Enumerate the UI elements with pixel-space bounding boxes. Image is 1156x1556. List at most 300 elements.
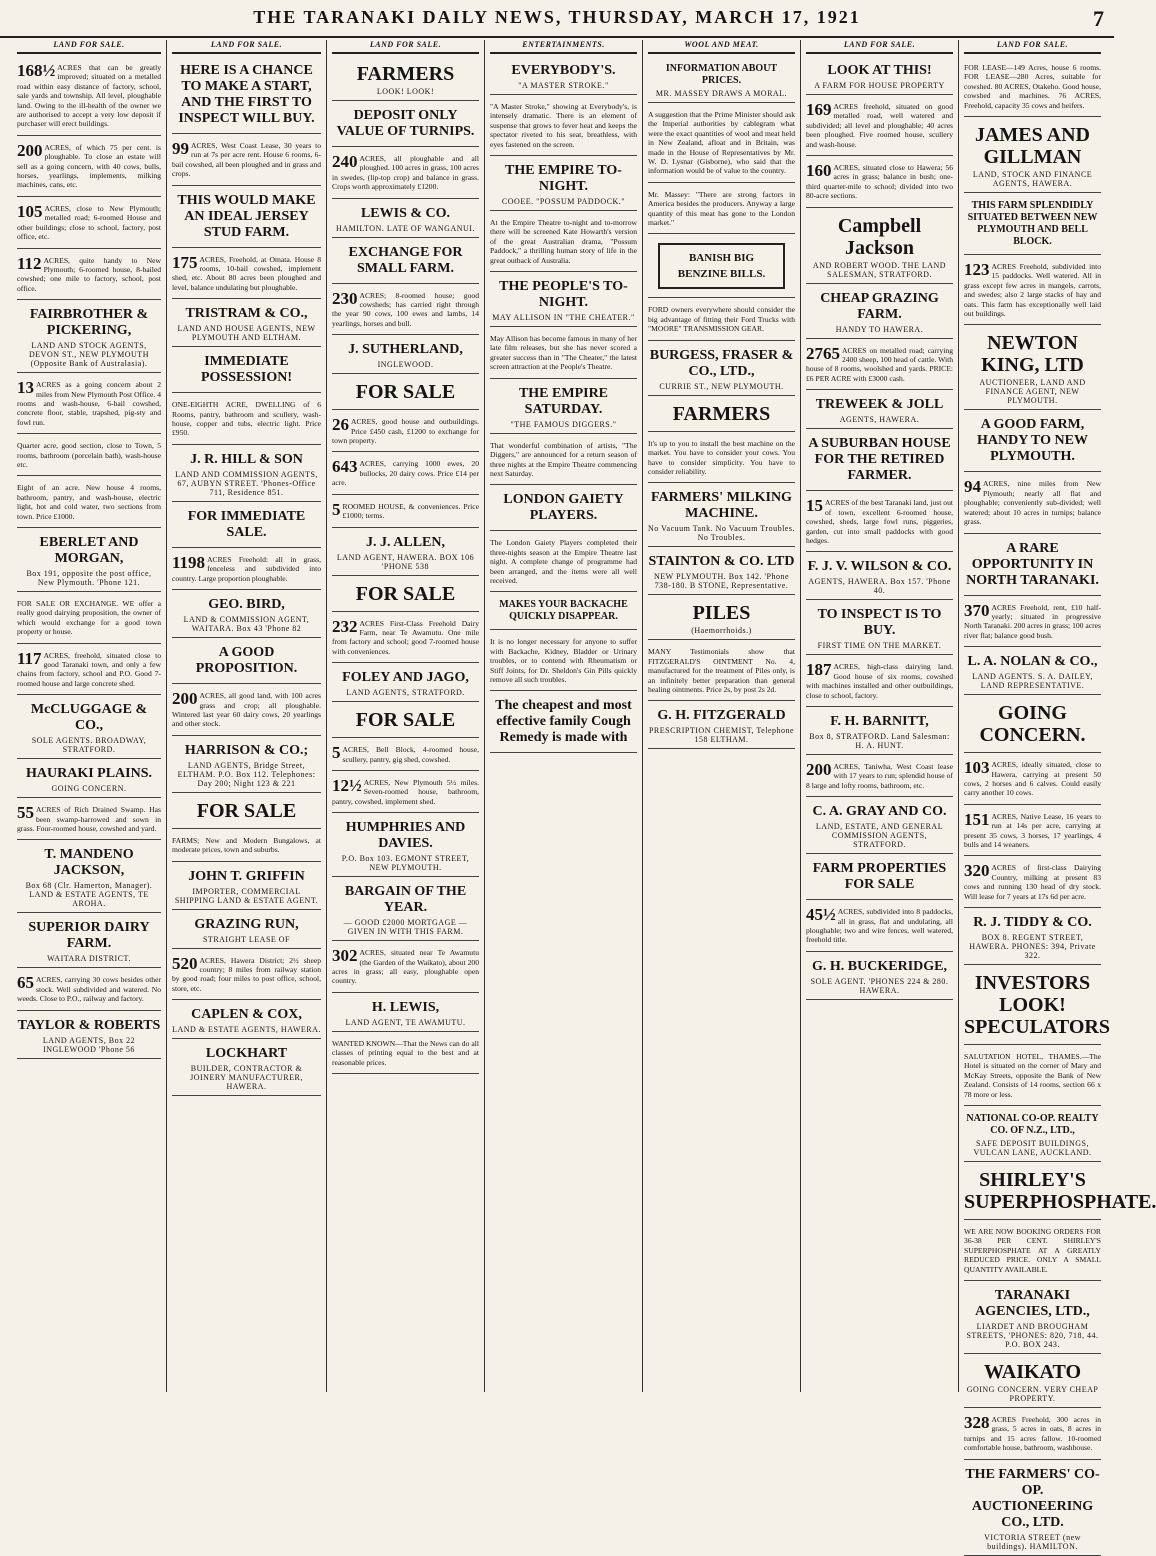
advertisement [172, 301, 321, 347]
ad-heading: NATIONAL CO-OP. REALTY CO. OF N.Z., LTD., [966, 1113, 1099, 1137]
ad-body-text: Quarter acre, good section, close to Town, 5 rooms, bathroom (porcelain bath), wash-house etc. [17, 441, 161, 469]
advertisement [806, 602, 953, 655]
advertisement [172, 831, 321, 862]
ad-heading: HAURAKI PLAINS. [25, 766, 152, 782]
acreage-figure: 520 [172, 953, 198, 973]
advertisement [332, 497, 479, 528]
advertisement [964, 536, 1101, 596]
ad-heading: J. SUTHERLAND, [348, 342, 463, 358]
ad-heading: THE FARMERS' CO-OP. AUCTIONEERING CO., LTD. [965, 1466, 1100, 1530]
advertisement [332, 454, 479, 494]
ad-subheading: LAND AGENTS, Box 22 INGLEWOOD 'Phone 56 [42, 1035, 136, 1054]
ad-heading: TRISTRAM & CO., [185, 306, 308, 322]
ad-body-text: 1198 ACRES Freehold: all in grass, fenceless and subdivided into country. Large proportion ploughable. [172, 552, 321, 583]
masthead [0, 0, 1114, 38]
ad-body-text: 643 ACRES, carrying 1000 ewes, 20 bullocks, 20 dairy cows. Price £14 per acre. [332, 457, 479, 488]
ad-heading: TAYLOR & ROBERTS [17, 1017, 161, 1033]
ad-heading: EBERLET AND MORGAN, [39, 535, 139, 566]
ad-subheading: HAMILTON. LATE OF WANGANUI. [336, 223, 475, 233]
advertisement [17, 970, 161, 1010]
ad-subheading: LAND AND COMMISSION AGENTS, 67, AUBYN STREET. 'Phones-Office 711, Residence 851. [175, 469, 318, 497]
column-header: LAND FOR SALE. [172, 40, 321, 54]
advertisement [17, 436, 161, 476]
ad-heading: TARANAKI AGENCIES, LTD., [975, 1288, 1090, 1320]
ad-body-text: 5 ACRES, Bell Block, 4-roomed house, scullery, pantry, gig shed, cowshed. [332, 743, 479, 764]
advertisement [172, 504, 321, 548]
ad-subheading: (Haemorrhoids.) [691, 626, 752, 636]
advertisement [172, 349, 321, 393]
ad-subheading: LAND AGENT, TE AWAMUTU. [345, 1017, 466, 1027]
ad-heading: F. H. BARNITT, [830, 713, 929, 729]
ad-heading: GEO. BIRD, [208, 597, 285, 613]
ad-body-text: 103 ACRES, ideally situated, close to Hawera, carrying at present 50 cows, 2 horses and 6 calves. Could easily carry another 10 cows. [964, 758, 1101, 798]
acreage-figure: 13 [17, 378, 34, 398]
page-number: 7 [1093, 6, 1104, 31]
column-3 [327, 40, 485, 1392]
ad-body-text: A suggestion that the Prime Minister should ask the Imperial authorities by cablegram what were the exact quantities of wool and meat held in New Zealand, afloat and in Britain, was made in the House of Representatives by Mr. W. D. Lysnar (Gisborne), who said that the information would be of value to the country. [648, 110, 795, 176]
masthead-title: THE TARANAKI DAILY NEWS, THURSDAY, MARCH 17, 1921 [253, 7, 861, 27]
ad-body-text: 200 ACRES, of which 75 per cent. is ploughable. To close an estate will sell as a going concern, with 40 cows, bulls, horses, yearlings, implements, milking machines, cans, etc. [17, 140, 161, 190]
advertisement [332, 240, 479, 284]
ad-heading: JAMES AND GILLMAN [974, 124, 1090, 169]
ad-subheading: AUCTIONEER, LAND AND FINANCE AGENT, NEW PLYMOUTH. [979, 378, 1086, 406]
ad-heading: STAINTON & CO. LTD [648, 554, 795, 570]
ad-subheading: GOING CONCERN. [51, 784, 127, 794]
ad-subheading: LAND AND STOCK AGENTS, DEVON ST., NEW PLYMOUTH (Opposite Bank of Australasia). [29, 341, 149, 369]
ad-heading: The cheapest and most effective family Cough Remedy is made with [495, 698, 632, 746]
ad-body-text: Eight of an acre. New house 4 rooms, bathroom, pantry, and wash-house, electric light, hot and cold water, two sections from town. Price £1000. [17, 483, 161, 521]
advertisement [964, 195, 1101, 255]
advertisement [806, 392, 953, 429]
ad-body-text: 160 ACRES, situated close to Hawera; 56 acres in grass; balance in bush; one-third quarter-mile to school; divided into two 80-acre sections. [806, 161, 953, 201]
advertisement [806, 657, 953, 707]
ad-heading: A SUBURBAN HOUSE FOR THE RETIRED FARMER. [808, 436, 951, 484]
acreage-figure: 232 [332, 616, 358, 636]
advertisement [17, 251, 161, 301]
ad-heading: G. H. BUCKERIDGE, [812, 958, 947, 974]
advertisement [806, 158, 953, 208]
ad-subheading: AGENTS, HAWERA. [839, 415, 920, 425]
acreage-figure: 2765 [806, 343, 840, 363]
advertisement [964, 967, 1110, 1045]
ad-body-text: FARMS; New and Modern Bungalows, at moderate prices, town and suburbs. [172, 835, 321, 855]
ad-subheading: LOOK! LOOK! [376, 87, 435, 96]
ad-subheading: IMPORTER, COMMERCIAL SHIPPING LAND & ESTATE AGENT. [174, 886, 319, 905]
ad-subheading: LAND AGENTS, Bridge Street, ELTHAM. P.O. Box 112. Telephones: Day 200; Night 123 & 221 [177, 760, 316, 788]
advertisement [964, 1283, 1101, 1354]
advertisement [806, 97, 953, 156]
ad-heading: CHEAP GRAZING FARM. [820, 290, 939, 322]
ad-heading: PILES [692, 602, 751, 625]
advertisement [964, 1108, 1101, 1162]
ad-heading: G. H. FITZGERALD [657, 708, 786, 724]
acreage-figure: 12½ [332, 775, 362, 795]
ad-subheading: SOLE AGENTS. BROADWAY, STRATFORD. [31, 736, 147, 755]
advertisement [332, 1034, 479, 1074]
advertisement [964, 697, 1101, 753]
ad-body-text: Mr. Massey: "There are strong factors in America besides the producers. Anyway a large quantity of this meat has gone to the London market." [648, 189, 795, 228]
ad-subheading: NEW PLYMOUTH. Box 142. 'Phone 738-180. B STONE, Representative. [654, 572, 789, 591]
advertisement [490, 158, 637, 211]
ad-subheading: WAITARA DISTRICT. [47, 954, 131, 964]
advertisement [964, 412, 1101, 472]
ad-body-text: That wonderful combination of artists, "The Diggers," are announced for a return season of three nights at the Empire Theatre commencing next Saturday. [490, 440, 637, 478]
acreage-figure: 240 [332, 152, 358, 171]
ad-subheading: MR. MASSEY DRAWS A MORAL. [655, 89, 788, 98]
acreage-figure: 117 [17, 648, 42, 668]
advertisement [332, 704, 479, 738]
advertisement [332, 665, 479, 702]
advertisement [332, 201, 479, 238]
advertisement [17, 761, 161, 798]
acreage-figure: 328 [964, 1413, 990, 1433]
ad-heading: LOCKHART [205, 1046, 288, 1062]
ad-heading: J. J. ALLEN, [366, 534, 445, 550]
advertisement [648, 549, 795, 595]
advertisement [964, 910, 1101, 965]
acreage-figure: 15 [806, 496, 823, 516]
ad-heading: F. J. V. WILSON & CO. [807, 559, 952, 575]
advertisement [172, 447, 321, 502]
advertisement [172, 795, 321, 829]
advertisement [172, 250, 321, 300]
ad-heading: EXCHANGE FOR SMALL FARM. [348, 244, 463, 276]
ad-heading: SUPERIOR DAIRY FARM. [28, 920, 150, 952]
advertisement [490, 58, 637, 95]
ad-body-text: 94 ACRES, nine miles from New Plymouth; nearly all flat and ploughable; conveniently sub-divided; well watered; about 10 acres in turnips; balance grass. [964, 477, 1101, 527]
ad-heading: McCLUGGAGE & CO., [30, 702, 148, 734]
ad-subheading: HANDY TO HAWERA. [835, 324, 924, 334]
ad-heading: FAIRBROTHER & PICKERING, [29, 307, 149, 339]
advertisement [17, 530, 161, 592]
advertisement [17, 58, 161, 136]
advertisement [172, 188, 321, 248]
ad-body-text: 2765 ACRES on metalled road; carrying 2400 sheep, 100 head of cattle. With house of 8 rooms, woolshed and yards. PRICE: £6 PER ACRE with £3000 cash. [806, 343, 953, 383]
advertisement [964, 1047, 1101, 1106]
ad-heading: THE EMPIRE TO-NIGHT. [505, 163, 622, 195]
ad-body-text: ONE-EIGHTH ACRE, DWELLING of 6 Rooms, pantry, bathroom and scullery, wash-house, copper and tubs, electric light. Price £950. [172, 400, 321, 438]
ad-body-text: WANTED KNOWN—That the News can do all classes of printing equal to the best and at reasonable prices. [332, 1038, 479, 1067]
advertisement [490, 381, 637, 434]
ad-body-text: 200 ACRES, Taniwha, West Coast lease with 17 years to run; splendid house of 8 large and lofty rooms, bathroom, etc. [806, 759, 953, 790]
advertisement [648, 58, 795, 103]
ad-body-text: 55 ACRES of Rich Drained Swamp. Has been swamp-harrowed and sown in grass. Four-roomed house, cowshed and yard. [17, 803, 161, 834]
ad-body-text: 45½ ACRES, subdivided into 8 paddocks, all in grass, flat and undulating, all ploughable; two and wire fences, well watered, freehold title. [806, 905, 953, 945]
advertisement [172, 136, 321, 186]
ad-subheading: AND ROBERT WOOD. THE LAND SALESMAN, STRATFORD. [812, 260, 947, 279]
ad-body-text: 230 ACRES; 8-roomed house; good cowsheds; has carried right through the year 90 cows, 100 ewes and lambs, 14 yearlings, horses and bull. [332, 288, 479, 328]
ad-heading: NEWTON KING, LTD [981, 332, 1084, 377]
advertisement [332, 879, 479, 941]
advertisement [17, 1013, 161, 1059]
ad-heading: FARMERS [356, 63, 455, 85]
advertisement [490, 693, 637, 753]
advertisement [332, 149, 479, 199]
advertisement [806, 902, 953, 952]
ad-subheading: GOING CONCERN. VERY CHEAP PROPERTY. [966, 1385, 1099, 1404]
advertisement [648, 185, 795, 235]
ad-subheading: CURRIE ST., NEW PLYMOUTH. [659, 381, 784, 391]
ad-heading: THE PEOPLE'S TO-NIGHT. [499, 279, 628, 311]
advertisement [964, 649, 1101, 695]
ad-heading: FARMERS [672, 402, 771, 425]
advertisement [648, 236, 795, 298]
ad-heading: FOLEY AND JAGO, [342, 670, 469, 686]
advertisement [17, 302, 161, 373]
ad-body-text: 117 ACRES, freehold, situated close to good Taranaki town, and only a few chains from factory, school and P.O. Good 7-roomed house and large concrete shed. [17, 648, 161, 688]
column-header: ENTERTAINMENTS. [490, 40, 637, 54]
acreage-figure: 200 [172, 689, 198, 709]
advertisement [964, 755, 1101, 805]
advertisement [648, 398, 795, 432]
ad-heading: Campbell Jackson [837, 214, 922, 259]
advertisement [806, 799, 953, 854]
ad-body-text: 328 ACRES Freehold, 300 acres in grass, 5 acres in oats, 8 acres in turnips and 15 acres fallow. 10-roomed comfortable house, bathroom, washhouse. [964, 1413, 1101, 1453]
ad-heading: EVERYBODY'S. [511, 63, 616, 78]
column-2 [167, 40, 327, 1392]
advertisement [172, 1041, 321, 1096]
ad-subheading: Box 68 (Clr. Hamerton, Manager). LAND & ESTATE AGENTS, TE AROHA. [25, 881, 153, 909]
advertisement [806, 431, 953, 491]
ad-heading: BURGESS, FRASER & CO., LTD., [649, 347, 794, 379]
ad-heading: GOING CONCERN. [979, 702, 1086, 747]
ad-subheading: BUILDER, CONTRACTOR & JOINERY MANUFACTURER, HAWERA. [190, 1064, 303, 1092]
ad-heading: R. J. TIDDY & CO. [973, 915, 1092, 930]
advertisement [332, 286, 479, 336]
ad-heading: WAIKATO [983, 1361, 1082, 1384]
ad-subheading: SOLE AGENT. 'PHONES 224 & 280. HAWERA. [810, 976, 949, 995]
ad-heading: FOR SALE [355, 582, 456, 605]
advertisement [332, 103, 479, 147]
ad-body-text: 112 ACRES, quite handy to New Plymouth; 6-roomed house, 8-bailed cowshed; one mile to factory, school, post office. [17, 253, 161, 293]
ad-subheading: BOX 8. REGENT STREET, HAWERA. PHONES: 394, Private 322. [969, 933, 1096, 960]
acreage-figure: 26 [332, 415, 349, 435]
advertisement [964, 1164, 1156, 1220]
ad-body-text: May Allison has become famous in many of her late film releases, but she has never scored a greater success than in "The Cheater," the latest screen attraction at the People's Theatre. [490, 334, 637, 372]
advertisement [964, 1410, 1101, 1460]
ad-subheading: STRAIGHT LEASE OF [202, 934, 291, 944]
advertisement [648, 642, 795, 701]
advertisement [964, 807, 1101, 857]
advertisement [172, 1002, 321, 1039]
ad-subheading: LAND AGENT, HAWERA. BOX 106 'PHONE 538 [336, 552, 475, 571]
ad-subheading: Box 191, opposite the post office, New Plymouth. 'Phone 121. [26, 569, 152, 587]
ad-heading: J. R. HILL & SON [190, 451, 303, 467]
advertisement [964, 1462, 1101, 1556]
ad-heading: L. A. NOLAN & CO., [967, 654, 1098, 670]
acreage-figure: 230 [332, 288, 358, 308]
advertisement [490, 329, 637, 379]
acreage-figure: 105 [17, 201, 43, 221]
advertisement [17, 646, 161, 696]
advertisement [490, 632, 637, 691]
advertisement [806, 493, 953, 552]
advertisement [806, 757, 953, 797]
ad-subheading: No Vacuum Tank. No Vacuum Troubles. No Troubles. [648, 524, 795, 543]
ad-subheading: LAND AGENTS. S. A. DAILEY, LAND REPRESENTATIVE. [972, 672, 1093, 691]
advertisement [648, 343, 795, 396]
ad-heading: LEWIS & CO. [360, 205, 451, 221]
acreage-figure: 168½ [17, 61, 56, 80]
ad-body-text: FORD owners everywhere should consider the big advantage of fitting their Ford Trucks with "MOORE" TRANSMISSION GEAR. [648, 305, 795, 334]
ad-body-text: 370 ACRES Freehold, rent, £10 half-yearly; situated in progressive North Taranaki. 200 acres in grass; 100 acres river flat; balance good bush. [964, 600, 1101, 640]
acreage-figure: 123 [964, 260, 990, 280]
advertisement [964, 1356, 1101, 1408]
ad-heading: SHIRLEY'S SUPERPHOSPHATE. [964, 1169, 1156, 1214]
ad-subheading: LAND, STOCK AND FINANCE AGENTS, HAWERA. [972, 170, 1093, 189]
ad-body-text: 26 ACRES, good house and outbuildings. Price £450 cash, £1200 to exchange for town property. [332, 415, 479, 446]
ad-body-text: 200 ACRES, all good land, with 100 acres grass and crop; all ploughable. Wintered last year 60 dairy cows, 20 yearlings and other stock. [172, 689, 321, 729]
advertisement [964, 598, 1101, 648]
column-header: WOOL AND MEAT. [648, 40, 795, 54]
acreage-figure: 160 [806, 161, 832, 181]
column-1 [12, 40, 167, 1392]
advertisement [172, 58, 321, 134]
acreage-figure: 1198 [172, 552, 206, 572]
ad-body-text: "A Master Stroke," showing at Everybody's, is intensely dramatic. There is an element of suspense that grows to fever heat and keeps the spectator riveted to his seat, breathless, with eyes fastened on the screen. [490, 102, 637, 149]
ad-body-text: 187 ACRES, high-class dairying land. Good house of six rooms, cowshed with machines installed and other outbuildings, close to school, factory. [806, 660, 953, 700]
advertisement [17, 478, 161, 528]
acreage-figure: 5 [332, 499, 341, 519]
ad-heading: GRAZING RUN, [194, 916, 299, 932]
advertisement [17, 842, 161, 913]
advertisement [332, 530, 479, 576]
advertisement [17, 199, 161, 249]
advertisement [172, 686, 321, 736]
acreage-figure: 370 [964, 600, 990, 620]
advertisement [172, 395, 321, 445]
ad-body-text: 168½ ACRES that can be greatly improved; situated on a metalled road within easy distance of factory, school, sale yards and township. All level, ploughable land. Owing to the ill-health of the owner we are authorised to accept a very low deposit if purchaser will erect buildings. [17, 61, 161, 129]
advertisement [332, 337, 479, 374]
ad-heading: INFORMATION ABOUT PRICES. [665, 63, 778, 86]
advertisement [648, 300, 795, 340]
ad-body-text: 175 ACRES, Freehold, at Omata. House 8 rooms, 10-bail cowshed, implement shed, etc. About 80 acres been ploughed and level, balance undulating but ploughable. [172, 252, 321, 292]
acreage-figure: 151 [964, 809, 990, 829]
ad-subheading: AGENTS, HAWERA. Box 157. 'Phone 40. [808, 577, 951, 596]
advertisement [332, 412, 479, 452]
ad-body-text: 302 ACRES, situated near Te Awamutu (the Garden of the Waikato), about 200 acres in grass; all easy, ploughable open country. [332, 946, 479, 986]
ad-heading: A RARE OPPORTUNITY IN NORTH TARANAKI. [966, 540, 1099, 588]
ad-heading: HERE IS A CHANCE TO MAKE A START, AND THE FIRST TO INSPECT WILL BUY. [178, 63, 315, 126]
advertisement [648, 105, 795, 183]
acreage-figure: 45½ [806, 905, 836, 925]
ad-heading: FARM PROPERTIES FOR SALE [812, 861, 947, 893]
ad-subheading: COOEE. "POSSUM PADDOCK." [501, 197, 626, 207]
ad-body-text: 13 ACRES as a going concern about 2 miles from New Plymouth Post Office. 4 rooms and wash-house, 6-bail cowshed, concrete floor, stable, trapshed, pig-sty and fowl run. [17, 378, 161, 427]
ad-heading: HUMPHRIES AND DAVIES. [345, 820, 466, 852]
advertisement [806, 554, 953, 600]
ad-heading: LOOK AT THIS! [827, 63, 932, 78]
ad-heading: FOR IMMEDIATE SALE. [187, 508, 306, 540]
boxed-ad [658, 243, 785, 289]
ad-subheading: — GOOD £2000 MORTGAGE — GIVEN IN WITH THIS FARM. [343, 918, 468, 937]
ad-heading: T. MANDENO JACKSON, [44, 847, 134, 879]
ad-heading: THIS WOULD MAKE AN IDEAL JERSEY STUD FARM. [177, 192, 316, 240]
advertisement [964, 1222, 1101, 1281]
ad-heading: CAPLEN & COX, [191, 1007, 302, 1023]
advertisement [332, 614, 479, 664]
ad-body-text: FOR LEASE—149 Acres, house 6 rooms. FOR LEASE—280 Acres, suitable for cowshed. 80 ACRES, Otakeho. Good house, cowshed and machines. 76 ACRES, Freehold, capacity 35 cows and heifers. [964, 63, 1101, 110]
ad-body-text: 240 ACRES, all ploughable and all ploughed. 100 acres in grass, 100 acres in swedes, (lip-top crop) and balance in grass. Crops worth approximately £1200. [332, 152, 479, 192]
acreage-figure: 200 [806, 759, 832, 779]
acreage-figure: 320 [964, 861, 990, 881]
acreage-figure: 200 [17, 140, 43, 160]
ad-subheading: MAY ALLISON IN "THE CHEATER." [492, 313, 635, 323]
acreage-figure: 302 [332, 946, 358, 966]
ad-heading: BANISH BIG BENZINE BILLS. [677, 252, 766, 281]
advertisement [17, 915, 161, 968]
ad-heading: HARRISON & CO.; [184, 742, 309, 758]
column-header: LAND FOR SALE. [964, 40, 1101, 54]
advertisement [964, 119, 1101, 193]
ad-body-text: 99 ACRES, West Coast Lease, 30 years to run at 7s per acre rent. House 6 rooms, 6-bail cowshed, all been ploughed and in grass and crops. [172, 139, 321, 179]
ad-heading: FOR SALE [355, 709, 456, 732]
ad-subheading: "A MASTER STROKE." [518, 81, 609, 90]
advertisement [806, 210, 953, 284]
ad-body-text: 15 ACRES of the best Taranaki land, just out of town, excellent 6-roomed house, cowshed, sheds, large fowl runs, piggeries, garden, cut into small paddocks with good hedges. [806, 496, 953, 545]
ad-heading: H. LEWIS, [371, 999, 440, 1015]
ad-heading: A GOOD FARM, HANDY TO NEW PLYMOUTH. [977, 417, 1088, 465]
ad-body-text: WE ARE NOW BOOKING ORDERS FOR 36-38 PER CENT. SHIRLEY'S SUPERPHOSPHATE AT A GREATLY REDUCED PRICE. ONLY A SMALL QUANTITY AVAILABLE. [964, 1227, 1101, 1274]
ad-body-text: At the Empire Theatre to-night and to-morrow there will be screened Kate Howarth's version of the great Australian drama, "Possum Paddock," a thrilling human story of life in the great outback of Australia. [490, 218, 637, 265]
advertisement [648, 485, 795, 547]
ad-subheading: LAND & COMMISSION AGENT, WAITARA. Box 43 'Phone 82 [183, 615, 310, 634]
ad-subheading: FIRST TIME ON THE MARKET. [817, 641, 942, 651]
column-7 [959, 40, 1156, 1551]
advertisement [648, 597, 795, 640]
ad-heading: THE EMPIRE SATURDAY. [518, 385, 609, 417]
ad-body-text: 12½ ACRES, New Plymouth 5½ miles. Seven-roomed house, bathroom, pantry, cowshed, implement shed. [332, 775, 479, 806]
advertisement [332, 995, 479, 1032]
ad-heading: MAKES YOUR BACKACHE QUICKLY DISAPPEAR. [499, 599, 628, 623]
acreage-figure: 94 [964, 477, 981, 497]
ad-subheading: P.O. Box 103. EGMONT STREET, NEW PLYMOUTH. [341, 854, 470, 873]
ad-body-text: It is no longer necessary for anyone to suffer with Backache, Kidney, Bladder or Urinary troubles, or to contend with Rheumatism or Stiff Joints, for Dr. Sheldon's Gin Pills quickly remove all such troubles. [490, 637, 637, 684]
advertisement [490, 533, 637, 592]
ad-heading: THIS FARM SPLENDIDLY SITUATED BETWEEN NEW PLYMOUTH AND BELL BLOCK. [967, 200, 1098, 248]
ad-heading: FOR SALE [196, 799, 297, 822]
ad-heading: TO INSPECT IS TO BUY. [817, 607, 942, 639]
advertisement [648, 434, 795, 484]
ad-body-text: 320 ACRES of first-class Dairying Country, milking at present 83 cows and running 130 head of dry stock. Will lease for 7 years at 17s 6d per acre. [964, 861, 1101, 901]
ad-subheading: SAFE DEPOSIT BUILDINGS, VULCAN LANE, AUCKLAND. [973, 1139, 1092, 1158]
advertisement [964, 257, 1101, 325]
advertisement [17, 138, 161, 197]
advertisement [806, 58, 953, 95]
advertisement [17, 594, 161, 644]
advertisement [806, 341, 953, 391]
advertisement [332, 943, 479, 993]
ad-subheading: PRESCRIPTION CHEMIST, Telephone 158 ELTHAM. [648, 726, 795, 745]
ad-body-text: 123 ACRES Freehold, subdivided into 15 paddocks. Well watered. All in grass except few acres in mangels, carrots, and swedes; also 2 large stacks of hay and oats. This farm has exceptionally well laid out buildings. [964, 260, 1101, 319]
ad-heading: JOHN T. GRIFFIN [188, 868, 305, 884]
ad-subheading: "THE FAMOUS DIGGERS." [510, 419, 617, 429]
ad-heading: DEPOSIT ONLY VALUE OF TURNIPS. [336, 108, 475, 139]
advertisement [806, 856, 953, 900]
advertisement [490, 97, 637, 156]
advertisement [17, 375, 161, 434]
ad-body-text: 105 ACRES, close to New Plymouth; metalled road; 6-roomed House and other buildings; close to school, factory, post office, etc. [17, 201, 161, 242]
advertisement [172, 864, 321, 910]
ad-subheading: Box 8, STRATFORD. Land Salesman: H. A. HUNT. [809, 731, 950, 750]
ad-heading: FARMERS' MILKING MACHINE. [651, 490, 792, 522]
ad-heading: TREWEEK & JOLL [815, 397, 944, 413]
ad-body-text: 520 ACRES, Hawera District; 2½ sheep country; 8 miles from railway station by good road; four miles to post office, school, store, etc. [172, 953, 321, 993]
acreage-figure: 103 [964, 758, 990, 778]
advertisement [332, 773, 479, 813]
advertisement [332, 740, 479, 771]
acreage-figure: 175 [172, 252, 198, 272]
